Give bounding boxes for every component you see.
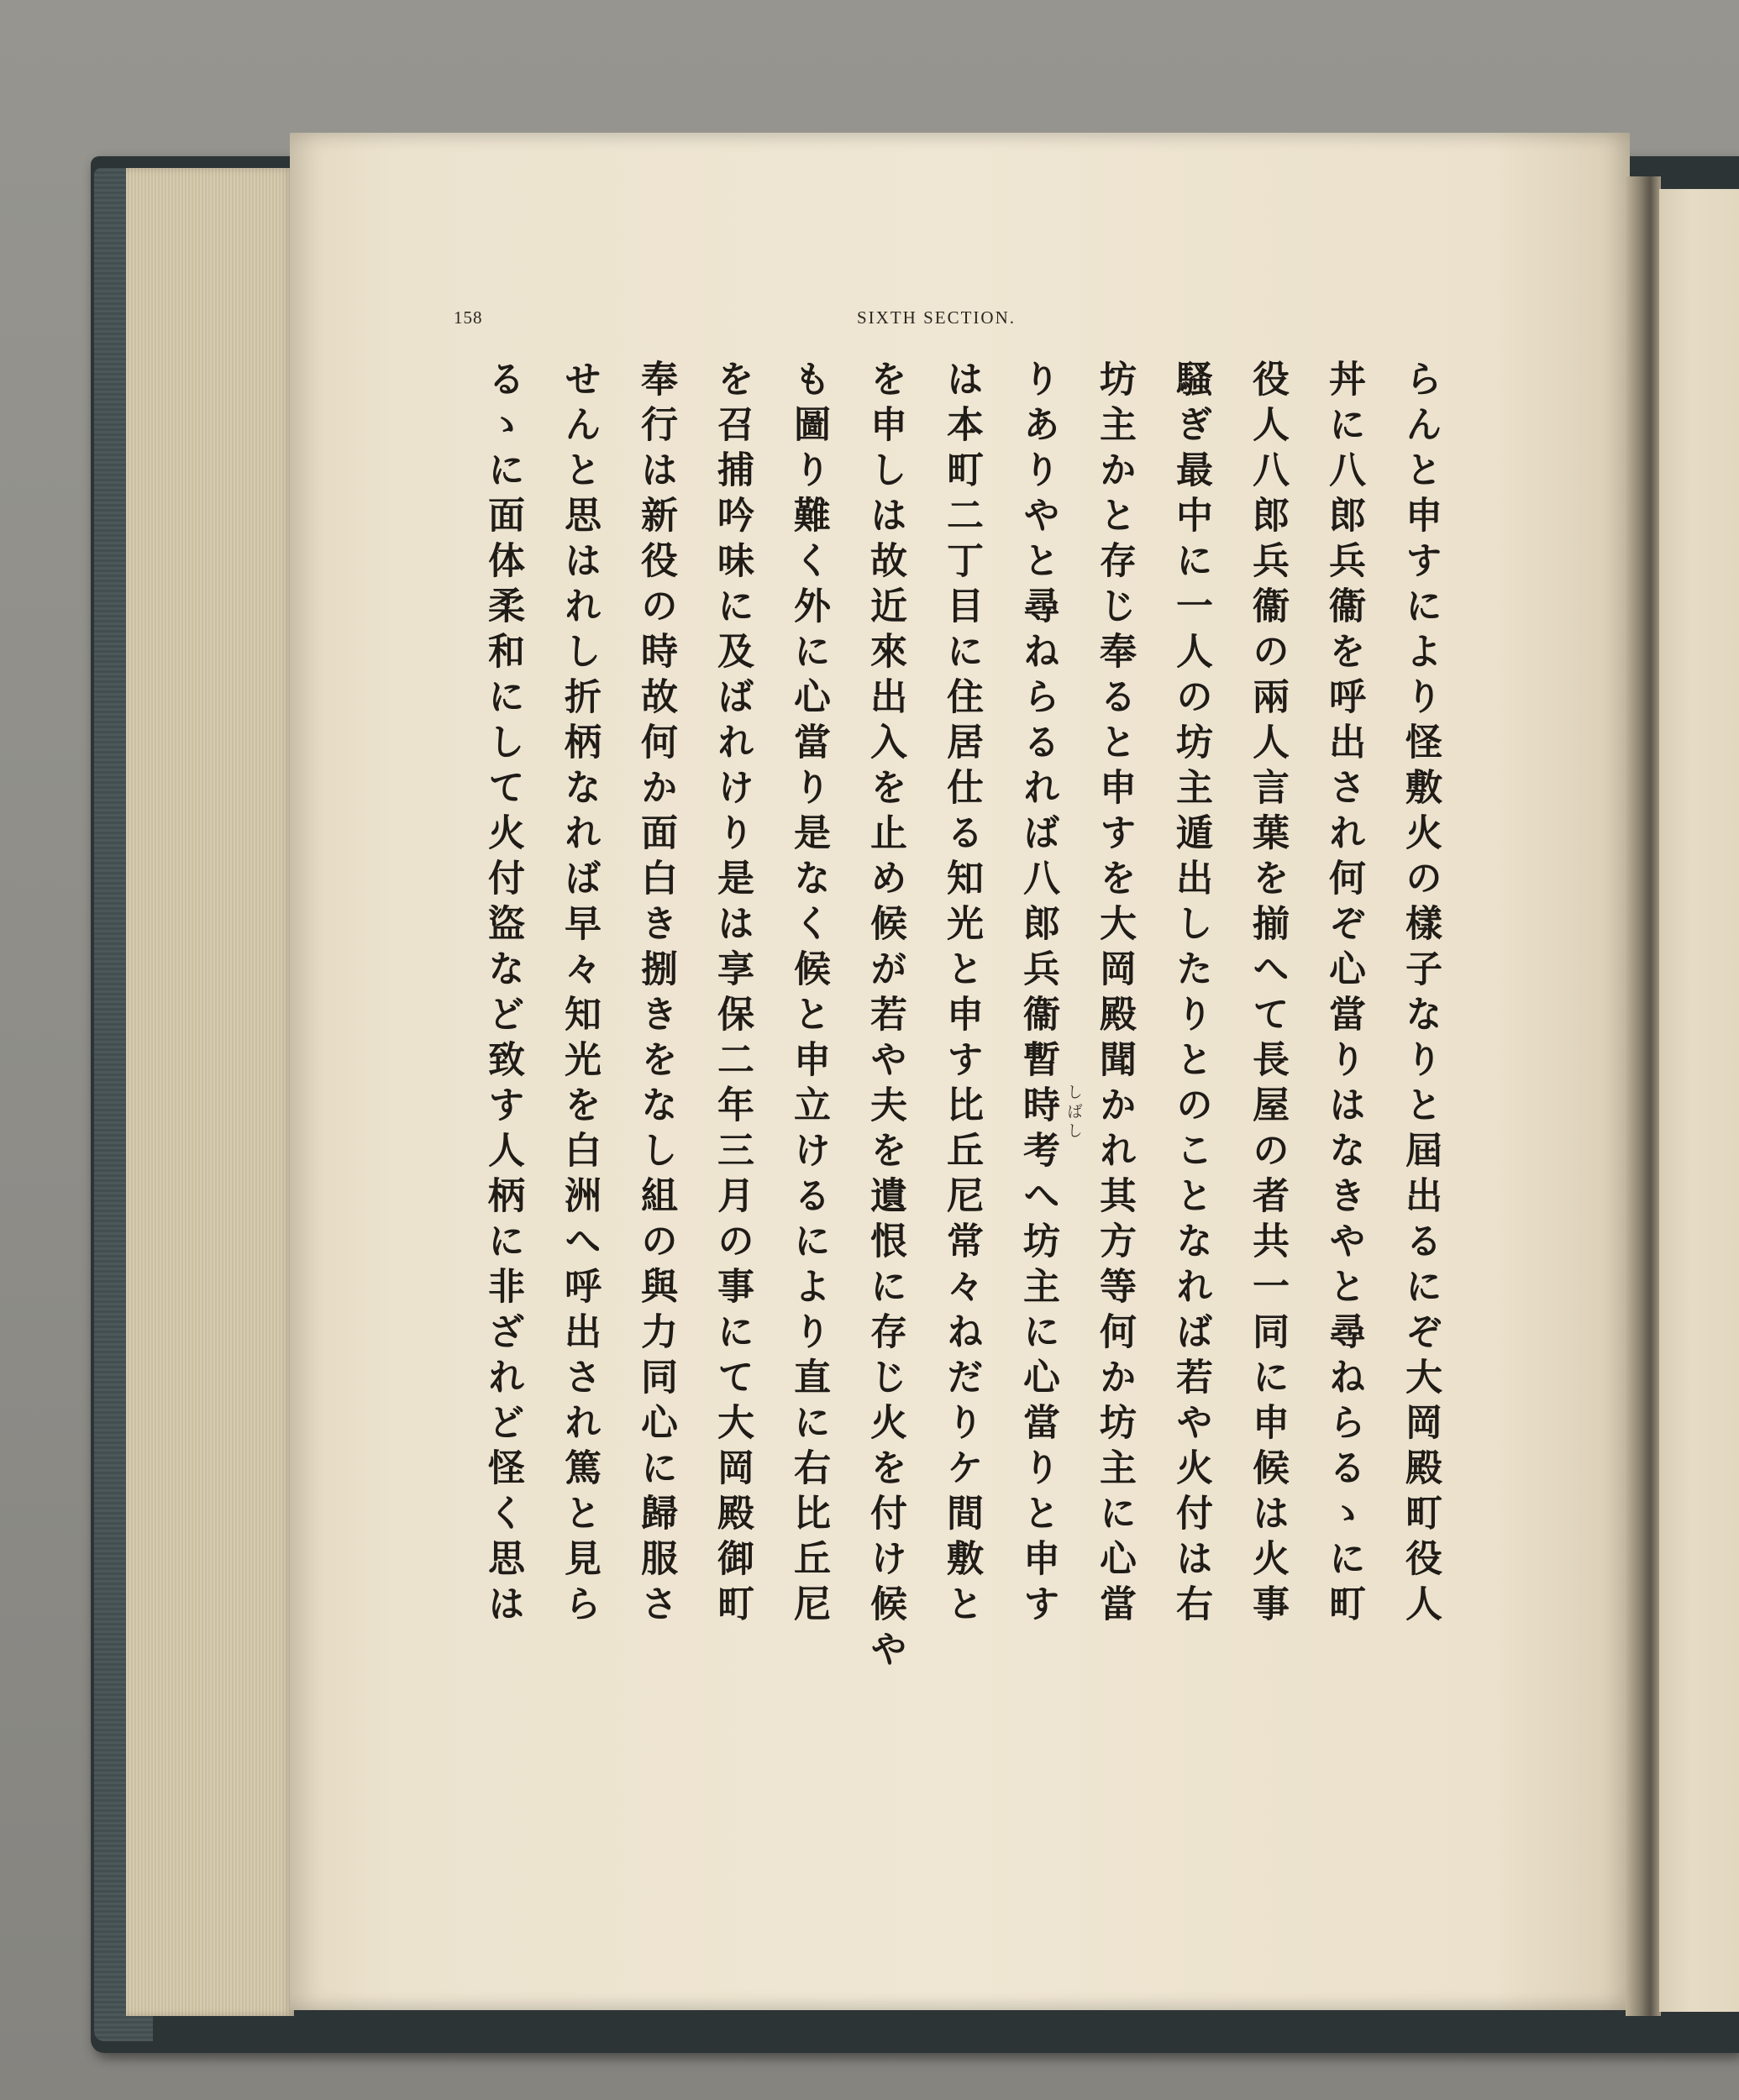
text-column-1: らんと申すにより怪敷火の樣子なりと屆出るにぞ大岡殿町役人 — [1399, 360, 1442, 1630]
vertical-text-block — [470, 360, 1470, 1754]
text-column-7: は本町二丁目に住居仕る知光と申す比丘尼常々ねだりケ間敷と — [940, 360, 983, 1630]
book-gutter — [1626, 176, 1661, 2016]
page-block-edges — [126, 168, 294, 2016]
text-column-13: るゝに面体柔和にして火付盜など致す人柄に非ざれど怪く思は — [481, 360, 524, 1630]
text-column-12: せんと思はれし折柄なれば早々知光を白洲へ呼出され篤と見ら — [558, 360, 601, 1630]
text-column-2: 丼に八郎兵衞を呼出され何ぞ心當りはなきやと尋ねらるゝに町 — [1322, 360, 1365, 1630]
running-head — [454, 304, 1437, 338]
text-column-8: を申しは故近來出入を止め候が若や夫を遺恨に存じ火を付け候や — [864, 360, 906, 1675]
text-column-9: も圖り難く外に心當り是なく候と申立けるにより直に右比丘尼 — [787, 360, 830, 1630]
page-number: 158 — [454, 307, 483, 328]
ruby-annotation: しばし — [1064, 1084, 1083, 1142]
text-column-11: 奉行は新役の時故何か面白き捌きをなし組の與力同心に歸服さ — [634, 360, 677, 1630]
text-column-3: 役人八郎兵衞の兩人言葉を揃へて長屋の者共一同に申候は火事 — [1246, 360, 1289, 1630]
text-column-4: 騷ぎ最中に一人の坊主遁出したりとのことなれば若や火付は右 — [1169, 360, 1212, 1630]
text-column-5: 坊主かと存じ奉ると申すを大岡殿聞かれ其方等何か坊主に心當 — [1093, 360, 1136, 1630]
text-column-10: を召捕吟味に及ばれけり是は享保二年三月の事にて大岡殿御町 — [711, 360, 754, 1630]
section-title: SIXTH SECTION. — [857, 307, 1016, 328]
facing-page-edge — [1659, 189, 1739, 2012]
text-column-6: りありやと尋ねらるれば八郎兵衞暫時考へ坊主に心當りと申す — [1017, 360, 1059, 1630]
